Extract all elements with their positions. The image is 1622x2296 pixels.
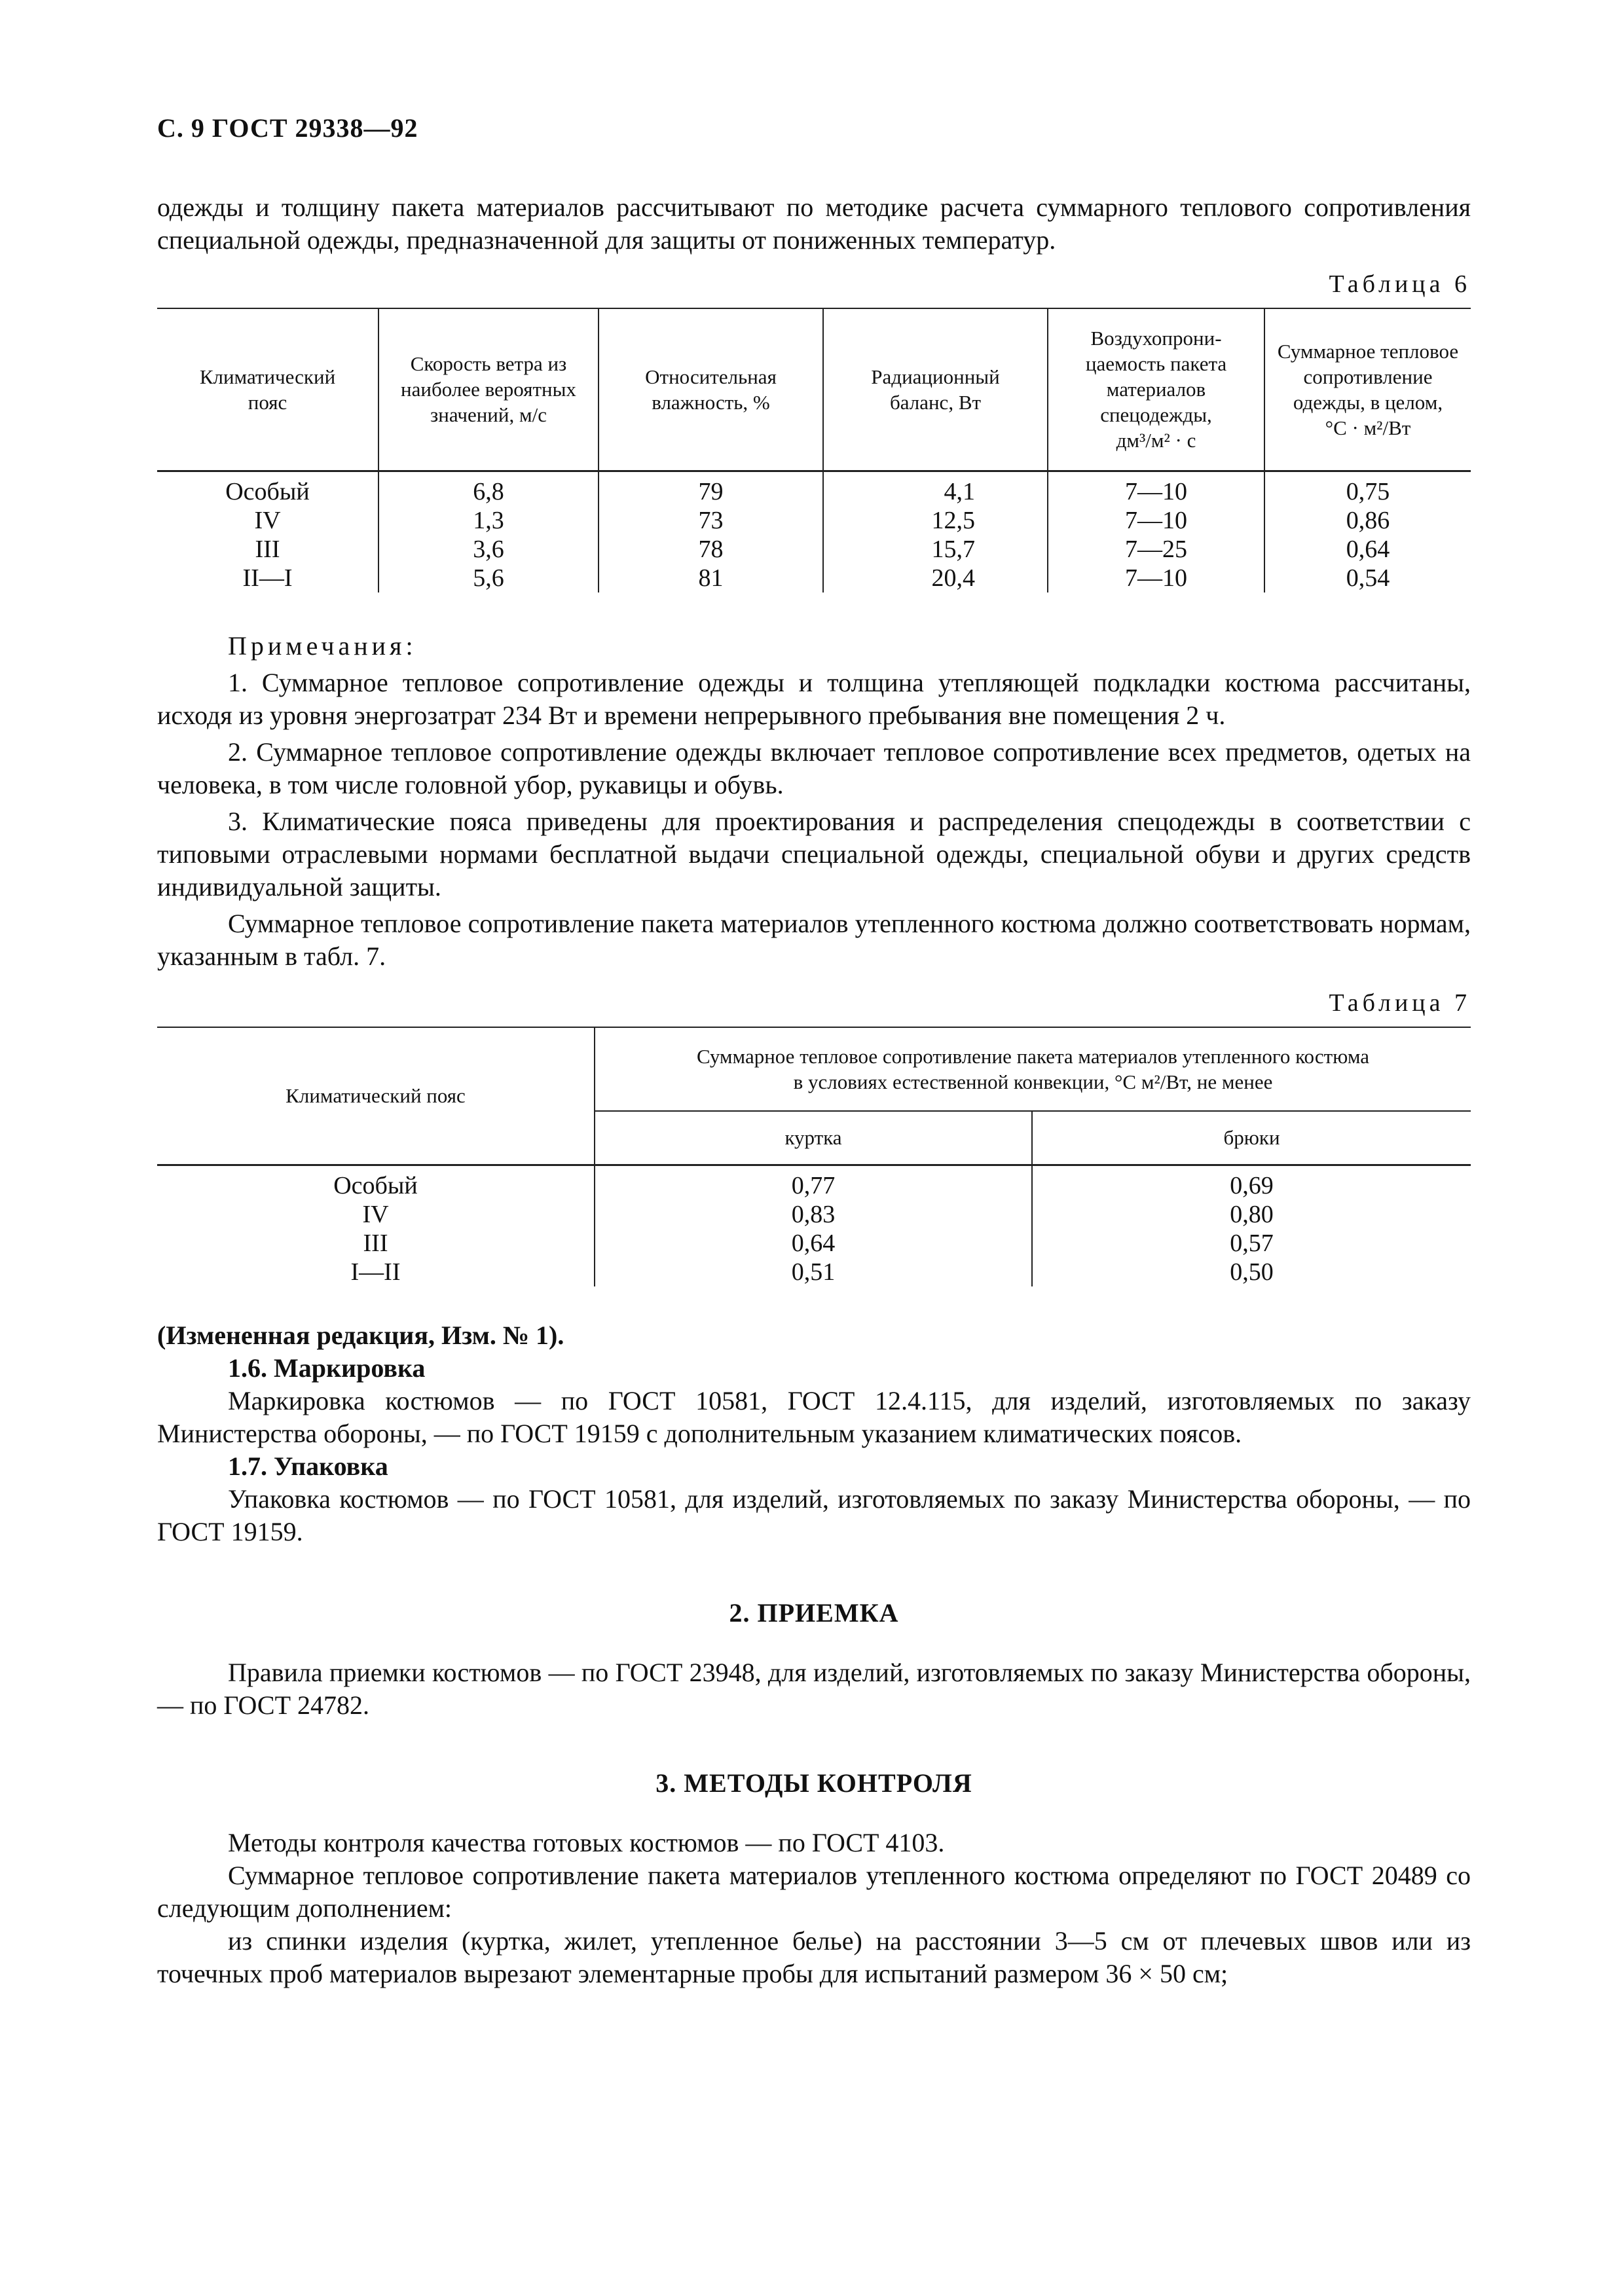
section-2-body bbox=[157, 1656, 1471, 1722]
t7-header-trousers: брюки bbox=[1032, 1111, 1471, 1165]
note-2: 2. Суммарное тепловое сопротивление одежды включает тепловое сопротивление всех предметов, одетых на человека, в том числе головной убор, рукавицы и обувь. bbox=[157, 737, 1471, 799]
t6-header-wind: Скорость ветра из наиболее вероятных значений, м/с bbox=[378, 308, 599, 471]
section-2-title: 2. ПРИЕМКА bbox=[729, 1598, 899, 1628]
table6-caption: Таблица 6 bbox=[1329, 270, 1471, 298]
table7-intro-paragraph: Суммарное тепловое сопротивление пакета материалов утепленного костюма должно соответствовать нормам, указанным в табл. 7. bbox=[157, 909, 1471, 971]
intro-paragraph: одежды и толщину пакета материалов рассчитывают по методике расчета суммарного теплового сопротивления специальной одежды, предназначенной для защиты от пониженных температур. bbox=[157, 192, 1471, 255]
section-3-para-3: из спинки изделия (куртка, жилет, утепленное белье) на расстоянии 3—5 см от плечевых швов или из точечных проб материалов вырезают элементарные пробы для испытаний размером 36 × 50 см; bbox=[157, 1926, 1471, 1988]
section-3-body bbox=[157, 1827, 1471, 1990]
section-1-6-title: 1.6. Маркировка bbox=[228, 1353, 426, 1383]
t6-header-air: Воздухопрони- цаемость пакета материалов спецодежды, дм³/м² · с bbox=[1048, 308, 1264, 471]
note-1: 1. Суммарное тепловое сопротивление одежды и толщина утепляющей подкладки костюма рассчитаны, исходя из уровня энергозатрат 234 Вт и времени непрерывного пребывания вне помещения 2 ч. bbox=[157, 668, 1471, 730]
amendment-note: (Измененная редакция, Изм. № 1). bbox=[157, 1321, 564, 1350]
page-header: С. 9 ГОСТ 29338—92 bbox=[157, 113, 418, 143]
t7-header-zone: Климатический пояс bbox=[157, 1027, 595, 1165]
sections-1-block bbox=[157, 1319, 1471, 1548]
table-row: Особый 0,77 0,69 bbox=[157, 1171, 1471, 1200]
t6-header-resistance: Суммарное тепловое сопротивление одежды, в целом, °С · м²/Вт bbox=[1264, 308, 1471, 471]
table-6 bbox=[157, 308, 1471, 592]
t6-header-radiation: Радиационный баланс, Вт bbox=[823, 308, 1048, 471]
t7-header-jacket: куртка bbox=[595, 1111, 1032, 1165]
notes-title: Примечания: bbox=[228, 631, 417, 661]
section-3-para-2: Суммарное тепловое сопротивление пакета материалов утепленного костюма определяют по ГОСТ 20489 со следующим дополнением: bbox=[157, 1861, 1471, 1923]
table-row: III 3,6 78 15,7 7—25 0,64 bbox=[157, 535, 1471, 564]
table-row: Особый 6,8 79 4,1 7—10 0,75 bbox=[157, 477, 1471, 506]
table7-caption: Таблица 7 bbox=[1329, 989, 1471, 1017]
section-3-para-1: Методы контроля качества готовых костюмов — по ГОСТ 4103. bbox=[228, 1828, 945, 1857]
section-2-text: Правила приемки костюмов — по ГОСТ 23948, для изделий, изготовляемых по заказу Министерства обороны, — по ГОСТ 24782. bbox=[157, 1658, 1471, 1720]
t6-header-zone: Климатический пояс bbox=[157, 308, 378, 471]
section-3-title: 3. МЕТОДЫ КОНТРОЛЯ bbox=[655, 1768, 972, 1798]
note-3: 3. Климатические пояса приведены для проектирования и распределения спецодежды в соответствии с типовыми отраслевыми нормами бесплатной выдачи специальной одежды, специальной обуви и других средств индивидуальной защиты. bbox=[157, 807, 1471, 902]
section-1-7-title: 1.7. Упаковка bbox=[228, 1451, 388, 1481]
section-1-7-text: Упаковка костюмов — по ГОСТ 10581, для изделий, изготовляемых по заказу Министерства обороны, — по ГОСТ 19159. bbox=[157, 1484, 1471, 1546]
table-row: I—II 0,51 0,50 bbox=[157, 1258, 1471, 1286]
table-row: II—I 5,6 81 20,4 7—10 0,54 bbox=[157, 564, 1471, 592]
document-page bbox=[157, 0, 1471, 2296]
t7-header-group: Суммарное тепловое сопротивление пакета материалов утепленного костюма в условиях естественной конвекции, °С м²/Вт, не менее bbox=[595, 1027, 1471, 1111]
table-row: III 0,64 0,57 bbox=[157, 1229, 1471, 1258]
section-1-6-text: Маркировка костюмов — по ГОСТ 10581, ГОСТ 12.4.115, для изделий, изготовляемых по заказу Министерства обороны, — по ГОСТ 19159 с дополнительным указанием климатических поясов. bbox=[157, 1386, 1471, 1448]
table-row: IV 1,3 73 12,5 7—10 0,86 bbox=[157, 506, 1471, 535]
table-row: IV 0,83 0,80 bbox=[157, 1200, 1471, 1229]
t6-header-humidity: Относительная влажность, % bbox=[599, 308, 823, 471]
notes-block bbox=[157, 630, 1471, 973]
table-7 bbox=[157, 1027, 1471, 1286]
